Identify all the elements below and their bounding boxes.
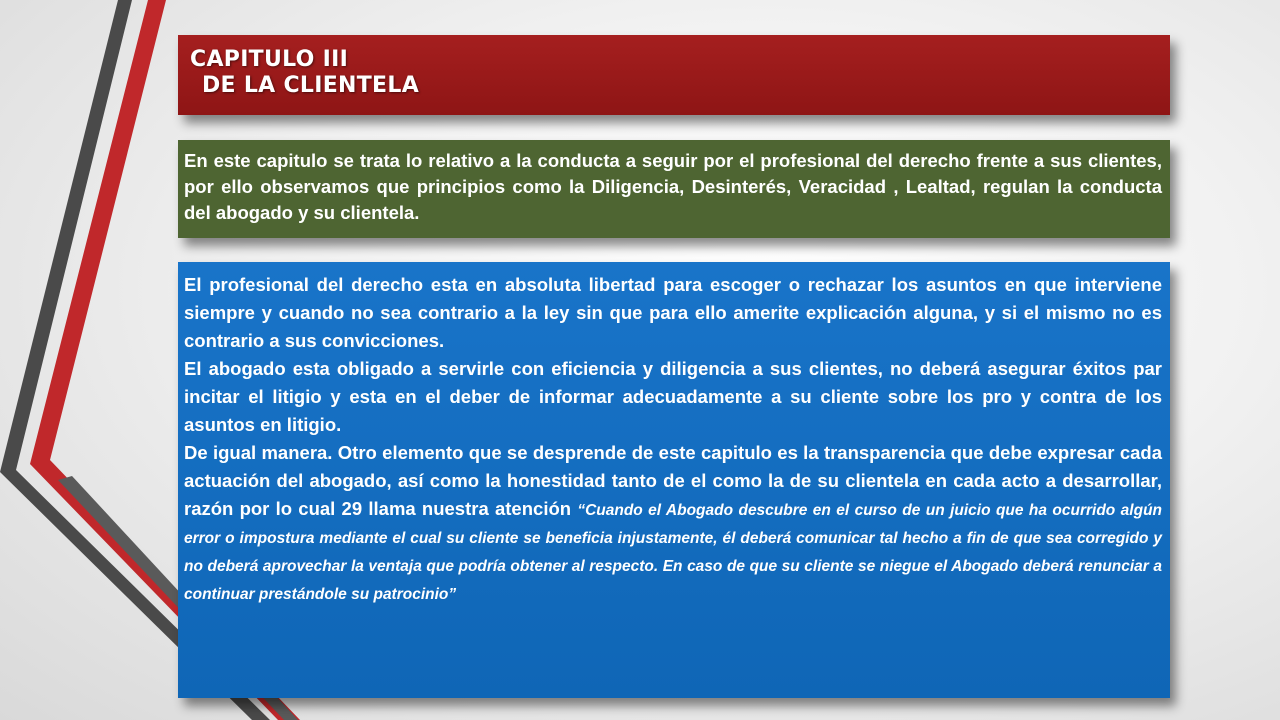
intro-box <box>178 140 1170 238</box>
body-paragraph-2: El abogado esta obligado a servirle con eficiencia y diligencia a sus clientes, no deberá asegurar éxitos par incitar el litigio y esta en el deber de informar adecuadamente a su cliente sobre los pro y contra de los asuntos en litigio. <box>184 358 1162 435</box>
chapter-number: CAPITULO III <box>190 47 349 72</box>
intro-text: En este capitulo se trata lo relativo a la conducta a seguir por el profesional del derecho frente a sus clientes, por ello observamos que principios como la Diligencia, Desinterés, Veracidad , Lealtad, regulan la conducta del abogado y su clientela. <box>184 150 1162 223</box>
chapter-title-banner <box>178 35 1170 115</box>
body-box <box>178 262 1170 698</box>
body-paragraph-1: El profesional del derecho esta en absoluta libertad para escoger o rechazar los asuntos en que interviene siempre y cuando no sea contrario a la ley sin que para ello amerite explicación alguna, y si el mismo no es contrario a sus convicciones. <box>184 274 1162 351</box>
body-paragraph-3-lead: De igual manera. Otro elemento que se desprende de este capitulo es la transparencia que debe expresar cada actuación del abogado, así como la honestidad tanto de el como la de su clientela en cada acto a desarrollar, razón por lo cual 29 llama nuestra atención <box>184 442 1162 519</box>
body-paragraph-3-quote: “Cuando el Abogado descubre en el curso de un juicio que ha ocurrido algún error o impostura mediante el cual su cliente se beneficia injustamente, él deberá comunicar tal hecho a fin de que sea corregido y no deberá aprovechar la ventaja que podría obtener al respecto. En caso de que su cliente se niegue el Abogado deberá renunciar a continuar prestándole su patrocinio” <box>184 502 1163 603</box>
body-paragraph-3 <box>184 439 1162 607</box>
chapter-title: DE LA CLIENTELA <box>202 73 420 98</box>
